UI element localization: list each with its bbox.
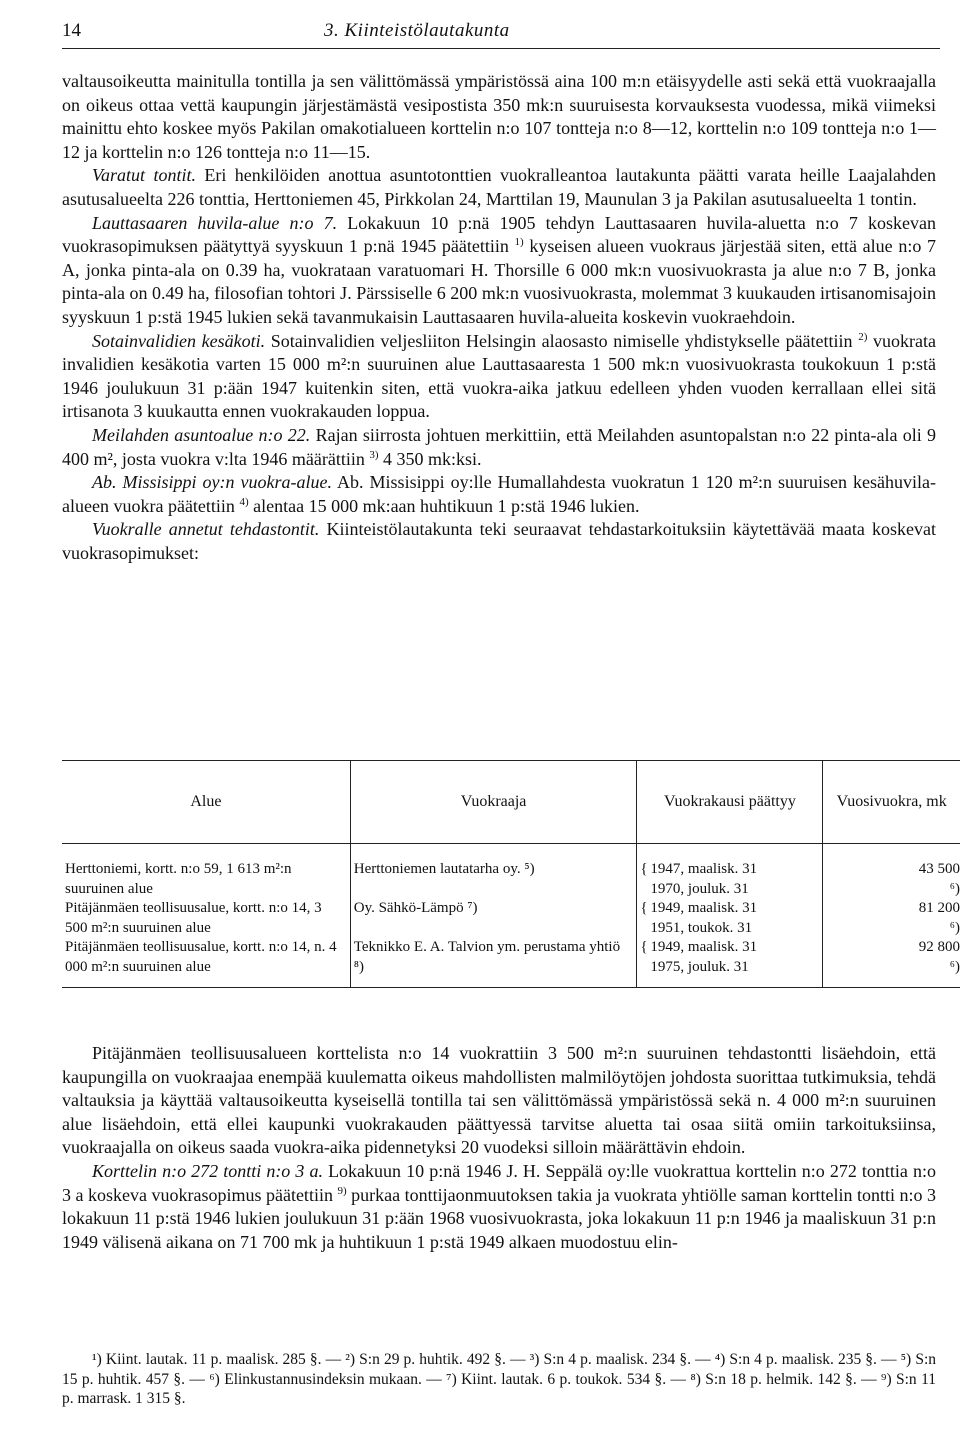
paragraph: Varatut tontit. Eri henkilöiden anottua asuntotonttien vuokralleantoa lautakunta päätti varata heille Laajalahden asutusalueelta 226 tonttia, Herttoniemen 45, Pirkkolan 24, Marttilan 19, Maunulan 3 ja Pakilan asutusalueelta 1 tontin. (62, 165, 937, 209)
cell-vuokraaja: Teknikko E. A. Talvion ym. perustama yhtiö ⁸) (350, 938, 637, 988)
body-text-lower (62, 1042, 936, 1254)
cell-vuosivuokra: 92 800 ⁶) (823, 938, 960, 988)
table-row (62, 860, 960, 899)
cell-vuokrakausi: { 1949, maalisk. 31 1951, toukok. 31 (637, 899, 823, 938)
lease-table (62, 760, 960, 988)
paragraph: valtausoikeutta mainitulla tontilla ja sen välittömässä ympäristössä aina 100 m:n etäisyydelle asti sekä että vuokraajalla on oikeus ottaa vettä kaupungin järjestämästä vesipostista 350 mk:n suuruisesta korvauksesta vuodessa, mikä viimeksi mainittu ehto koskee myös Pakilan omakotialueen korttelin n:o 107 tontteja n:o 8—12, korttelin n:o 109 tontteja n:o 1—12 ja korttelin n:o 126 tontteja n:o 11—15. (62, 71, 936, 162)
table-spacer (62, 844, 960, 861)
cell-vuokraaja: Oy. Sähkö-Lämpö ⁷) (350, 899, 637, 938)
col-header-vuokrakausi: Vuokrakausi päättyy (637, 761, 823, 844)
brace-icon: { (640, 939, 648, 955)
cell-vuokraaja: Herttoniemen lautatarha oy. ⁵) (350, 860, 637, 899)
cell-alue: Pitäjänmäen teollisuusalue, kortt. n:o 14, 3 500 m²:n suuruinen alue (62, 899, 350, 938)
paragraph-heading: Meilahden asuntoalue n:o 22. (92, 424, 311, 445)
cell-alue: Herttoniemi, kortt. n:o 59, 1 613 m²:n suuruinen alue (62, 860, 350, 899)
paragraph-heading: Ab. Missisippi oy:n vuokra-alue. (92, 472, 333, 493)
paragraph-heading: Varatut tontit. (92, 165, 196, 186)
body-text-upper (62, 70, 936, 565)
paragraph-heading: Lauttasaaren huvila-alue n:o 7. (92, 212, 338, 233)
footnote-ref: 4) (239, 495, 249, 508)
paragraph: Korttelin n:o 272 tontti n:o 3 a. Lokakuun 10 p:nä 1946 J. H. Seppälä oy:lle vuokrattua korttelin n:o 272 tonttia n:o 3 a koskeva vuokrasopimus päätettiin $^{9)}$ purkaa tonttijaonmuutoksen takia ja vuokrata yhtiölle saman korttelin tontti n:o 3 lokakuun 11 p:stä 1946 lukien joulukuun 31 p:ään 1968 vuosivuokrasta, joka lokakuun 11 p:n 1946 ja maaliskuun 31 p:n 1949 välisenä aikana on 71 700 mk ja huhtikuun 1 p:stä 1949 alkaen muodostuu elin- (62, 1160, 937, 1252)
cell-vuosivuokra: 43 500 ⁶) (918, 861, 960, 897)
col-header-alue: Alue (62, 761, 350, 844)
chapter-title: 3. Kiinteistölautakunta (324, 20, 510, 41)
footnote-ref: 9) (337, 1184, 347, 1197)
cell-vuokrakausi: { 1947, maalisk. 31 1970, jouluk. 31 (637, 860, 823, 899)
table-header-row (62, 761, 960, 844)
col-header-vuosivuokra: Vuosivuokra, mk (823, 761, 960, 844)
col-header-vuokraaja: Vuokraaja (350, 761, 637, 844)
lease-table-grid (62, 760, 960, 988)
running-header (62, 18, 940, 49)
cell-alue: Pitäjänmäen teollisuusalue, kortt. n:o 14, n. 4 000 m²:n suuruinen alue (62, 938, 350, 988)
footnote-ref: 3) (369, 448, 379, 461)
paragraph: Pitäjänmäen teollisuusalueen korttelista n:o 14 vuokrattiin 3 500 m²:n suuruinen tehdastontti lisäehdoin, että kaupungilla on vuokraajaa enempää kuulematta oikeus mahdollisten malmilöytöjen johdosta suorittaa tutkimuksia, tehdä valtauksia ja käyttää valtausoikeutta kyseisellä tontilla tai sen välittömässä ympäristössä sekä n. 4 000 m²:n suuruinen alue lisäehdoin, että ellei kaupunki vuokrakauden päättyessä tarvitse aluetta tai osaa siitä omiin tarkoituksiinsa, vuokraajalla on oikeus saada vuokra-aika pidennetyksi 20 vuodeksi silloin määrättävin ehdoin. (62, 1043, 936, 1158)
paragraph: Lauttasaaren huvila-alue n:o 7. Lokakuun 10 p:nä 1905 tehdyn Lauttasaaren huvila-aluetta n:o 7 koskevan vuokrasopimuksen päätyttyä syyskuun 1 p:nä 1945 päätettiin $^{1)}$ kyseisen alueen vuokraus järjestää siten, että alue n:o 7 A, jonka pinta-ala on 0.39 ha, vuokrataan varatuomari H. Thorsille 6 000 mk:n vuosivuokrasta ja alue n:o 7 B, jonka pinta-ala on 0.49 ha, filosofian tohtori J. Pärssiselle 6 200 mk:n vuosivuokrasta, molemmat 3 kuukauden irtisanomisajoin syyskuun 1 p:stä 1945 lukien sekä tavanmukaisin Lauttasaaren huvila-alueita koskevin vuokraehdoin. (62, 212, 936, 327)
footnote-ref: 2) (858, 330, 868, 343)
brace-icon: { (640, 861, 648, 877)
brace-icon: { (640, 900, 648, 916)
paragraph: Sotainvalidien kesäkoti. Sotainvalidien veljesliiton Helsingin alaosasto nimiselle yhdistykselle päätettiin $^{2)}$ vuokrata invalidien kesäkotia varten 15 000 m²:n suuruinen alue Lauttasaaresta 1 500 mk:n vuosivuokrasta toukokuun 1 p:stä 1946 joulukuun 31 p:ään 1947 kuitenkin siten, että vuokra-aika jatkuu edelleen yhden vuoden kerrallaan ellei sitä irtisanota 3 kuukautta ennen vuokrakauden loppua. (62, 330, 936, 422)
paragraph: Vuokralle annetut tehdastontit. Kiinteistölautakunta teki seuraavat tehdastarkoituksiin käytettävää maata koskevat vuokrasopimukset: (62, 519, 936, 563)
page-number: 14 (62, 20, 81, 41)
paragraph: Meilahden asuntoalue n:o 22. Rajan siirrosta johtuen merkittiin, että Meilahden asuntopalstan n:o 22 pinta-ala oli 9 400 m², josta vuokra v:lta 1946 määrättiin $^{3)}$ 4 350 mk:ksi. (62, 424, 937, 469)
footnote-text: ¹) Kiint. lautak. 11 p. maalisk. 285 §. — ²) S:n 29 p. huhtik. 492 §. — ³) S:n 4 p. maalisk. 234 §. — ⁴) S:n 4 p. maalisk. 235 §. — ⁵) S:n 15 p. huhtik. 457 §. — ⁶) Elinkustannusindeksin mukaan. — ⁷) Kiint. lautak. 6 p. toukok. 534 §. — ⁸) S:n 18 p. helmik. 142 §. — ⁹) S:n 11 p. marrask. 1 315 §. (62, 1351, 936, 1407)
table-row (62, 938, 960, 988)
cell-vuosivuokra: 81 200 ⁶) (918, 900, 960, 936)
footnotes (62, 1350, 936, 1409)
paragraph-heading: Vuokralle annetut tehdastontit. (92, 519, 320, 540)
table-row (62, 899, 960, 938)
footnote-ref: 1) (514, 236, 524, 249)
paragraph-heading: Korttelin n:o 272 tontti n:o 3 a. (92, 1160, 323, 1181)
paragraph: Ab. Missisippi oy:n vuokra-alue. Ab. Missisippi oy:lle Humallahdesta vuokratun 1 120 m²:n suuruisen kesähuvila-alueen vuokra päätettiin $^{4)}$ alentaa 15 000 mk:aan huhtikuun 1 p:stä 1946 lukien. (62, 472, 936, 516)
cell-vuokrakausi: { 1949, maalisk. 31 1975, jouluk. 31 (637, 938, 823, 988)
paragraph-heading: Sotainvalidien kesäkoti. (92, 330, 266, 351)
